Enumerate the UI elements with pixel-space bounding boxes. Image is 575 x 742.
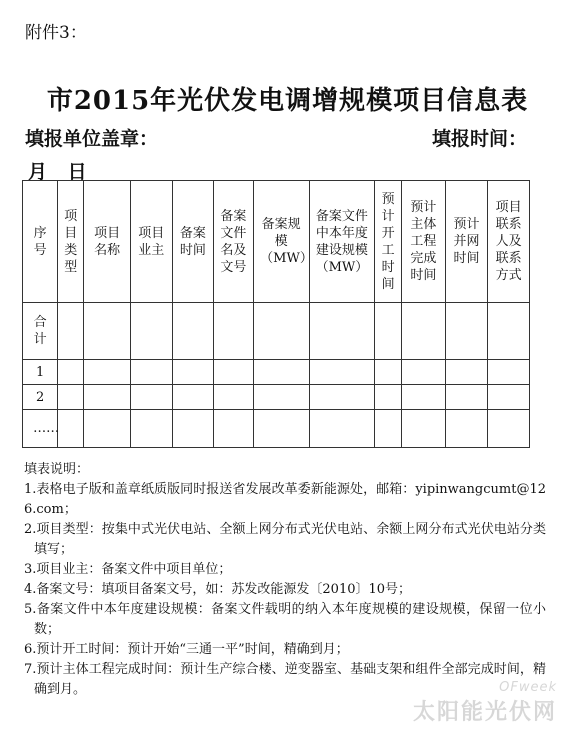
table-cell[interactable] bbox=[84, 303, 131, 360]
table-cell[interactable] bbox=[58, 385, 84, 410]
instructions-title: 填表说明： bbox=[24, 462, 90, 477]
header-cell: 预计主体工程完成时间 bbox=[402, 181, 446, 303]
table-cell[interactable] bbox=[131, 410, 173, 448]
table-cell[interactable] bbox=[488, 385, 530, 410]
header-cell: 预计并网时间 bbox=[445, 181, 488, 303]
header-cell: 备案规模（MW） bbox=[253, 181, 309, 303]
table-cell[interactable] bbox=[445, 385, 488, 410]
instruction-item: 3.项目业主：备案文件中项目单位； bbox=[24, 562, 232, 577]
header-cell: 项目类型 bbox=[58, 181, 84, 303]
table-cell[interactable] bbox=[488, 303, 530, 360]
table-cell[interactable] bbox=[375, 385, 402, 410]
table-cell[interactable] bbox=[445, 303, 488, 360]
header-cell: 序号 bbox=[23, 181, 58, 303]
table-row bbox=[23, 360, 530, 385]
instruction-item: 4.备案文号：填项目备案文号，如：苏发改能源发〔2010〕10号； bbox=[24, 582, 412, 597]
table-cell[interactable] bbox=[172, 360, 214, 385]
watermark-logo bbox=[413, 680, 557, 726]
fill-unit-label: 填报单位盖章： bbox=[25, 128, 159, 150]
table-cell[interactable] bbox=[402, 303, 446, 360]
instruction-item: 5.备案文件中本年度建设规模：备案文件载明的纳入本年度规模的建设规模，保留一位小数； bbox=[24, 602, 546, 637]
table-cell[interactable] bbox=[445, 410, 488, 448]
table-cell[interactable] bbox=[214, 360, 253, 385]
table-cell[interactable] bbox=[309, 360, 374, 385]
header-cell: 备案文件名及文号 bbox=[214, 181, 253, 303]
header-cell: 项目名称 bbox=[84, 181, 131, 303]
table-header-row bbox=[23, 181, 530, 303]
table-cell[interactable] bbox=[309, 385, 374, 410]
row-number: 合计 bbox=[23, 303, 58, 360]
instruction-item: 2.项目类型：按集中式光伏电站、全额上网分布式光伏电站、余额上网分布式光伏电站分类填写； bbox=[24, 522, 546, 557]
table-cell[interactable] bbox=[253, 410, 309, 448]
table-cell[interactable] bbox=[58, 360, 84, 385]
table-cell[interactable] bbox=[214, 385, 253, 410]
instruction-item: 1.表格电子版和盖章纸质版同时报送省发展改革委新能源处，邮箱：yipinwangcumt@126.com； bbox=[24, 482, 546, 517]
table-cell[interactable] bbox=[309, 410, 374, 448]
table-row bbox=[23, 303, 530, 360]
table-cell[interactable] bbox=[402, 410, 446, 448]
table-cell[interactable] bbox=[445, 360, 488, 385]
header-cell: 备案文件中本年度建设规模（MW） bbox=[309, 181, 374, 303]
row-number: …… bbox=[23, 410, 58, 448]
table-cell[interactable] bbox=[375, 303, 402, 360]
table-cell[interactable] bbox=[58, 410, 84, 448]
table-cell[interactable] bbox=[131, 303, 173, 360]
table-cell[interactable] bbox=[58, 303, 84, 360]
table-cell[interactable] bbox=[309, 303, 374, 360]
row-number: 2 bbox=[23, 385, 58, 410]
table-cell[interactable] bbox=[214, 303, 253, 360]
table-cell[interactable] bbox=[131, 385, 173, 410]
table-cell[interactable] bbox=[488, 360, 530, 385]
table-cell[interactable] bbox=[84, 385, 131, 410]
table-cell[interactable] bbox=[253, 360, 309, 385]
table-cell[interactable] bbox=[172, 385, 214, 410]
month-day-label: 月 日 bbox=[28, 161, 87, 183]
table-cell[interactable] bbox=[253, 303, 309, 360]
attachment-label: 附件3： bbox=[25, 23, 87, 43]
header-cell: 项目业主 bbox=[131, 181, 173, 303]
table-cell[interactable] bbox=[214, 410, 253, 448]
watermark-brand: OFweek bbox=[499, 680, 557, 695]
table-cell[interactable] bbox=[402, 360, 446, 385]
header-cell: 预计开工时间 bbox=[375, 181, 402, 303]
table-cell[interactable] bbox=[253, 385, 309, 410]
table-row bbox=[23, 410, 530, 448]
row-number: 1 bbox=[23, 360, 58, 385]
watermark-site: 太阳能光伏网 bbox=[412, 700, 557, 725]
table-cell[interactable] bbox=[488, 410, 530, 448]
fill-time-label: 填报时间： bbox=[432, 128, 528, 150]
header-cell: 项目联系人及联系方式 bbox=[488, 181, 530, 303]
fill-instructions bbox=[24, 460, 546, 700]
table-cell[interactable] bbox=[375, 410, 402, 448]
page-title: 市2015年光伏发电调增规模项目信息表 bbox=[46, 86, 529, 116]
table-cell[interactable] bbox=[84, 360, 131, 385]
instruction-item: 7.预计主体工程完成时间：预计生产综合楼、逆变器室、基础支架和组件全部完成时间，精确到月。 bbox=[24, 662, 546, 697]
table-cell[interactable] bbox=[172, 410, 214, 448]
table-cell[interactable] bbox=[131, 360, 173, 385]
header-cell: 备案时间 bbox=[172, 181, 214, 303]
project-info-table bbox=[22, 180, 530, 448]
table-cell[interactable] bbox=[172, 303, 214, 360]
table-cell[interactable] bbox=[402, 385, 446, 410]
instruction-item: 6.预计开工时间：预计开始“三通一平”时间，精确到月； bbox=[24, 642, 349, 657]
table-row bbox=[23, 385, 530, 410]
table-cell[interactable] bbox=[375, 360, 402, 385]
table-cell[interactable] bbox=[84, 410, 131, 448]
